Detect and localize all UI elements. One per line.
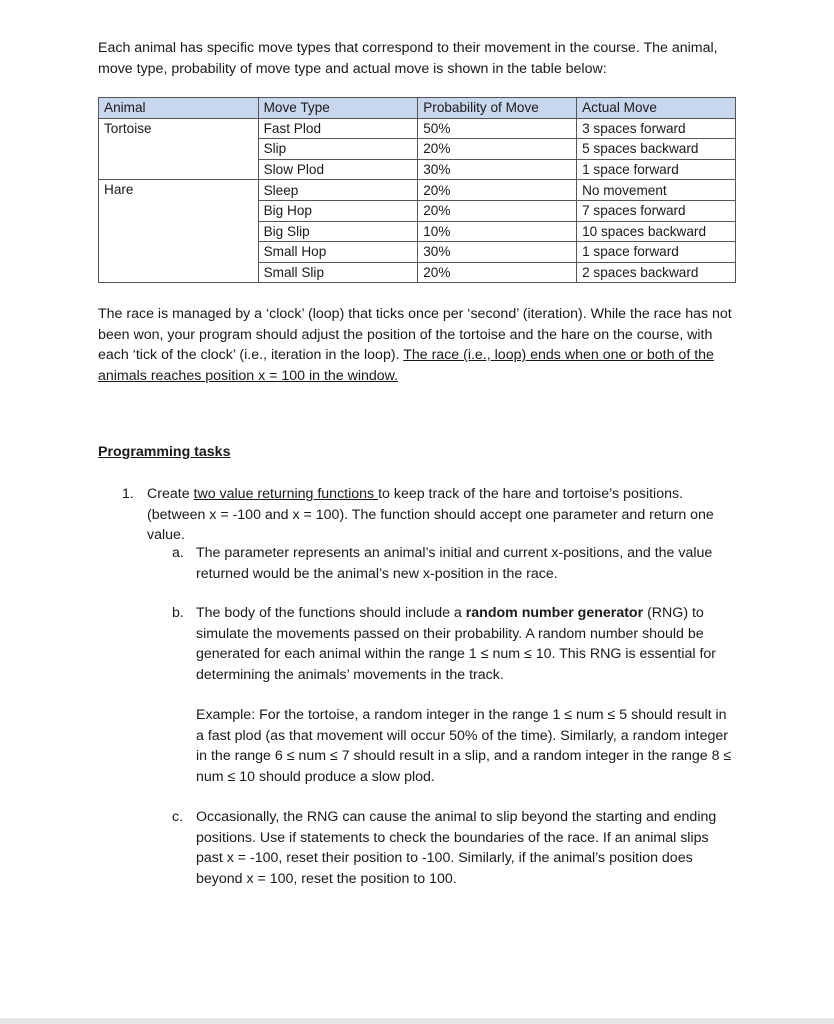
- probability-cell: 20%: [418, 200, 577, 221]
- header-probability: Probability of Move: [418, 98, 577, 119]
- actual-move-cell: 1 space forward: [577, 242, 736, 263]
- race-underlined-text: The race (i.e., loop) ends when one or both of the animals reaches position x = 100 in the window.: [98, 347, 714, 384]
- task-item-1: [147, 484, 737, 546]
- probability-cell: 30%: [418, 242, 577, 263]
- task-1-pre: Create: [147, 486, 194, 502]
- table-row: [99, 242, 736, 263]
- move-type-cell: Small Hop: [258, 242, 418, 263]
- table-row: [99, 221, 736, 242]
- actual-move-cell: No movement: [577, 180, 736, 201]
- task-b-pre: The body of the functions should include a: [196, 605, 466, 621]
- move-type-cell: Small Slip: [258, 262, 418, 283]
- section-title: Programming tasks: [98, 444, 231, 460]
- animal-cell-empty: [99, 159, 259, 180]
- list-marker-1: 1.: [122, 486, 134, 502]
- task-item-c: Occasionally, the RNG can cause the animal to slip beyond the starting and ending positions. Use if statements to check the boundaries of the race. If an animal slips past x = -100, reset their position to -100. Similarly, if the animal’s position does beyond x = 100, reset the position to 100.: [196, 809, 717, 887]
- move-type-cell: Sleep: [258, 180, 418, 201]
- animal-cell: Hare: [99, 180, 259, 201]
- intro-paragraph: Each animal has specific move types that correspond to their movement in the course. The animal, move type, probability of move type and actual move is shown in the table below:: [98, 40, 718, 77]
- task-b-post: (RNG) to simulate the movements passed on their probability. A random number should be generated for each animal within the range 1 ≤ num ≤ 10. This RNG is essential for determining the animals’ movements in the track.: [196, 605, 717, 683]
- probability-cell: 50%: [418, 118, 577, 139]
- animal-cell-empty: [99, 262, 259, 283]
- header-animal: Animal: [99, 98, 259, 119]
- move-type-cell: Slip: [258, 139, 418, 160]
- move-type-cell: Fast Plod: [258, 118, 418, 139]
- animal-cell-empty: [99, 221, 259, 242]
- task-1-post: to keep track of the hare and tortoise’s positions. (between x = -100 and x = 100). The function should accept one parameter and return one value.: [147, 486, 714, 543]
- move-table: [98, 97, 736, 283]
- table-row: [99, 139, 736, 160]
- table-row: [99, 262, 736, 283]
- actual-move-cell: 2 spaces backward: [577, 262, 736, 283]
- race-paragraph: [98, 304, 738, 386]
- table-row: [99, 118, 736, 139]
- table-row: [99, 180, 736, 201]
- move-type-cell: Slow Plod: [258, 159, 418, 180]
- probability-cell: 20%: [418, 262, 577, 283]
- animal-cell: Tortoise: [99, 118, 259, 139]
- animal-cell-empty: [99, 242, 259, 263]
- table-header-row: [99, 98, 736, 119]
- probability-cell: 20%: [418, 139, 577, 160]
- header-actual-move: Actual Move: [577, 98, 736, 119]
- task-1-underlined: two value returning functions: [193, 486, 379, 502]
- table-row: [99, 159, 736, 180]
- task-item-b: [196, 603, 736, 685]
- actual-move-cell: 5 spaces backward: [577, 139, 736, 160]
- header-move-type: Move Type: [258, 98, 418, 119]
- probability-cell: 20%: [418, 180, 577, 201]
- task-item-a: The parameter represents an animal’s initial and current x-positions, and the value returned would be the animal’s new x-position in the race.: [196, 545, 713, 582]
- table-row: [99, 200, 736, 221]
- list-marker-a: a.: [172, 545, 184, 561]
- actual-move-cell: 7 spaces forward: [577, 200, 736, 221]
- move-type-cell: Big Slip: [258, 221, 418, 242]
- probability-cell: 30%: [418, 159, 577, 180]
- move-type-cell: Big Hop: [258, 200, 418, 221]
- actual-move-cell: 1 space forward: [577, 159, 736, 180]
- probability-cell: 10%: [418, 221, 577, 242]
- task-b-bold: random number generator: [465, 605, 644, 621]
- example-paragraph: Example: For the tortoise, a random integer in the range 1 ≤ num ≤ 5 should result in a fast plod (as that movement will occur 50% of the time). Similarly, a random integer in the range 6 ≤ num ≤ 7 should result in a slip, and a random integer in the range 8 ≤ num ≤ 10 should produce a slow plod.: [196, 707, 732, 785]
- race-text: The race is managed by a ‘clock’ (loop) that ticks once per ‘second’ (iteration). While the race has not been won, your program should adjust the position of the tortoise and the hare on the course, with each ‘tick of the clock’ (i.e., iteration in the loop).: [98, 306, 732, 363]
- actual-move-cell: 3 spaces forward: [577, 118, 736, 139]
- actual-move-cell: 10 spaces backward: [577, 221, 736, 242]
- list-marker-c: c.: [172, 809, 184, 825]
- list-marker-b: b.: [172, 605, 184, 621]
- animal-cell-empty: [99, 200, 259, 221]
- animal-cell-empty: [99, 139, 259, 160]
- bottom-strip: [0, 1018, 834, 1024]
